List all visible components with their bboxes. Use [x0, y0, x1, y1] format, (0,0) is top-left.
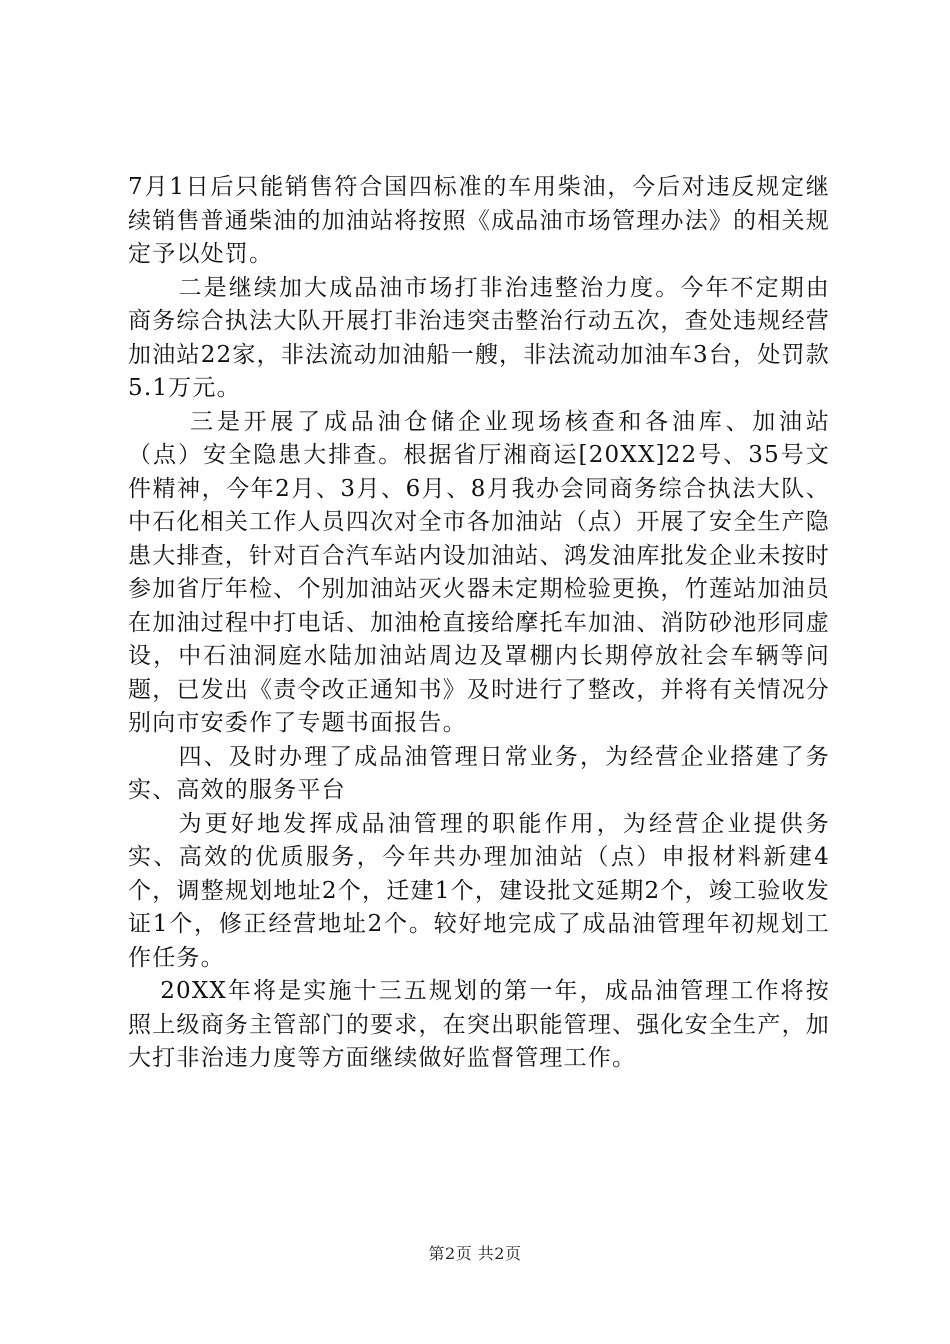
paragraph-point-two: 二是继续加大成品油市场打非治违整治力度。今年不定期由商务综合执法大队开展打非治违突击整治行动五次，查处违规经营加油站22家，非法流动加油船一艘，非法流动加油车3台，处罚款5.1万元。: [128, 274, 830, 401]
paragraph-continuation: 7月1日后只能销售符合国四标准的车用柴油，今后对违反规定继续销售普通柴油的加油站将按照《成品油市场管理办法》的相关规定予以处罚。: [128, 174, 830, 267]
document-body: [128, 171, 830, 1076]
page-number-footer: 第2页 共2页: [428, 1244, 522, 1263]
section-heading-four: 四、及时办理了成品油管理日常业务，为经营企业搭建了务实、高效的服务平台: [128, 743, 830, 803]
paragraph-services: 为更好地发挥成品油管理的职能作用，为经营企业提供务实、高效的优质服务，今年共办理加油站（点）申报材料新建4个，调整规划地址2个，迁建1个，建设批文延期2个，竣工验收发证1个，修正经营地址2个。较好地完成了成品油管理年初规划工作任务。: [128, 810, 830, 971]
paragraph-point-three: 三是开展了成品油仓储企业现场核查和各油库、加油站（点）安全隐患大排查。根据省厅湘商运[20XX]22号、35号文件精神，今年2月、3月、6月、8月我办会同商务综合执法大队、中石化相关工作人员四次对全市各加油站（点）开展了安全生产隐患大排查，针对百合汽车站内设加油站、鸿发油库批发企业未按时参加省厅年检、个别加油站灭火器未定期检验更换，竹莲站加油员在加油过程中打电话、加油枪直接给摩托车加油、消防砂池形同虚设，中石油洞庭水陆加油站周边及罩棚内长期停放社会车辆等问题，已发出《责令改正通知书》及时进行了整改，并将有关情况分别向市安委作了专题书面报告。: [128, 408, 830, 736]
paragraph-outlook: 20XX年将是实施十三五规划的第一年，成品油管理工作将按照上级商务主管部门的要求，在突出职能管理、强化安全生产，加大打非治违力度等方面继续做好监督管理工作。: [128, 978, 830, 1071]
